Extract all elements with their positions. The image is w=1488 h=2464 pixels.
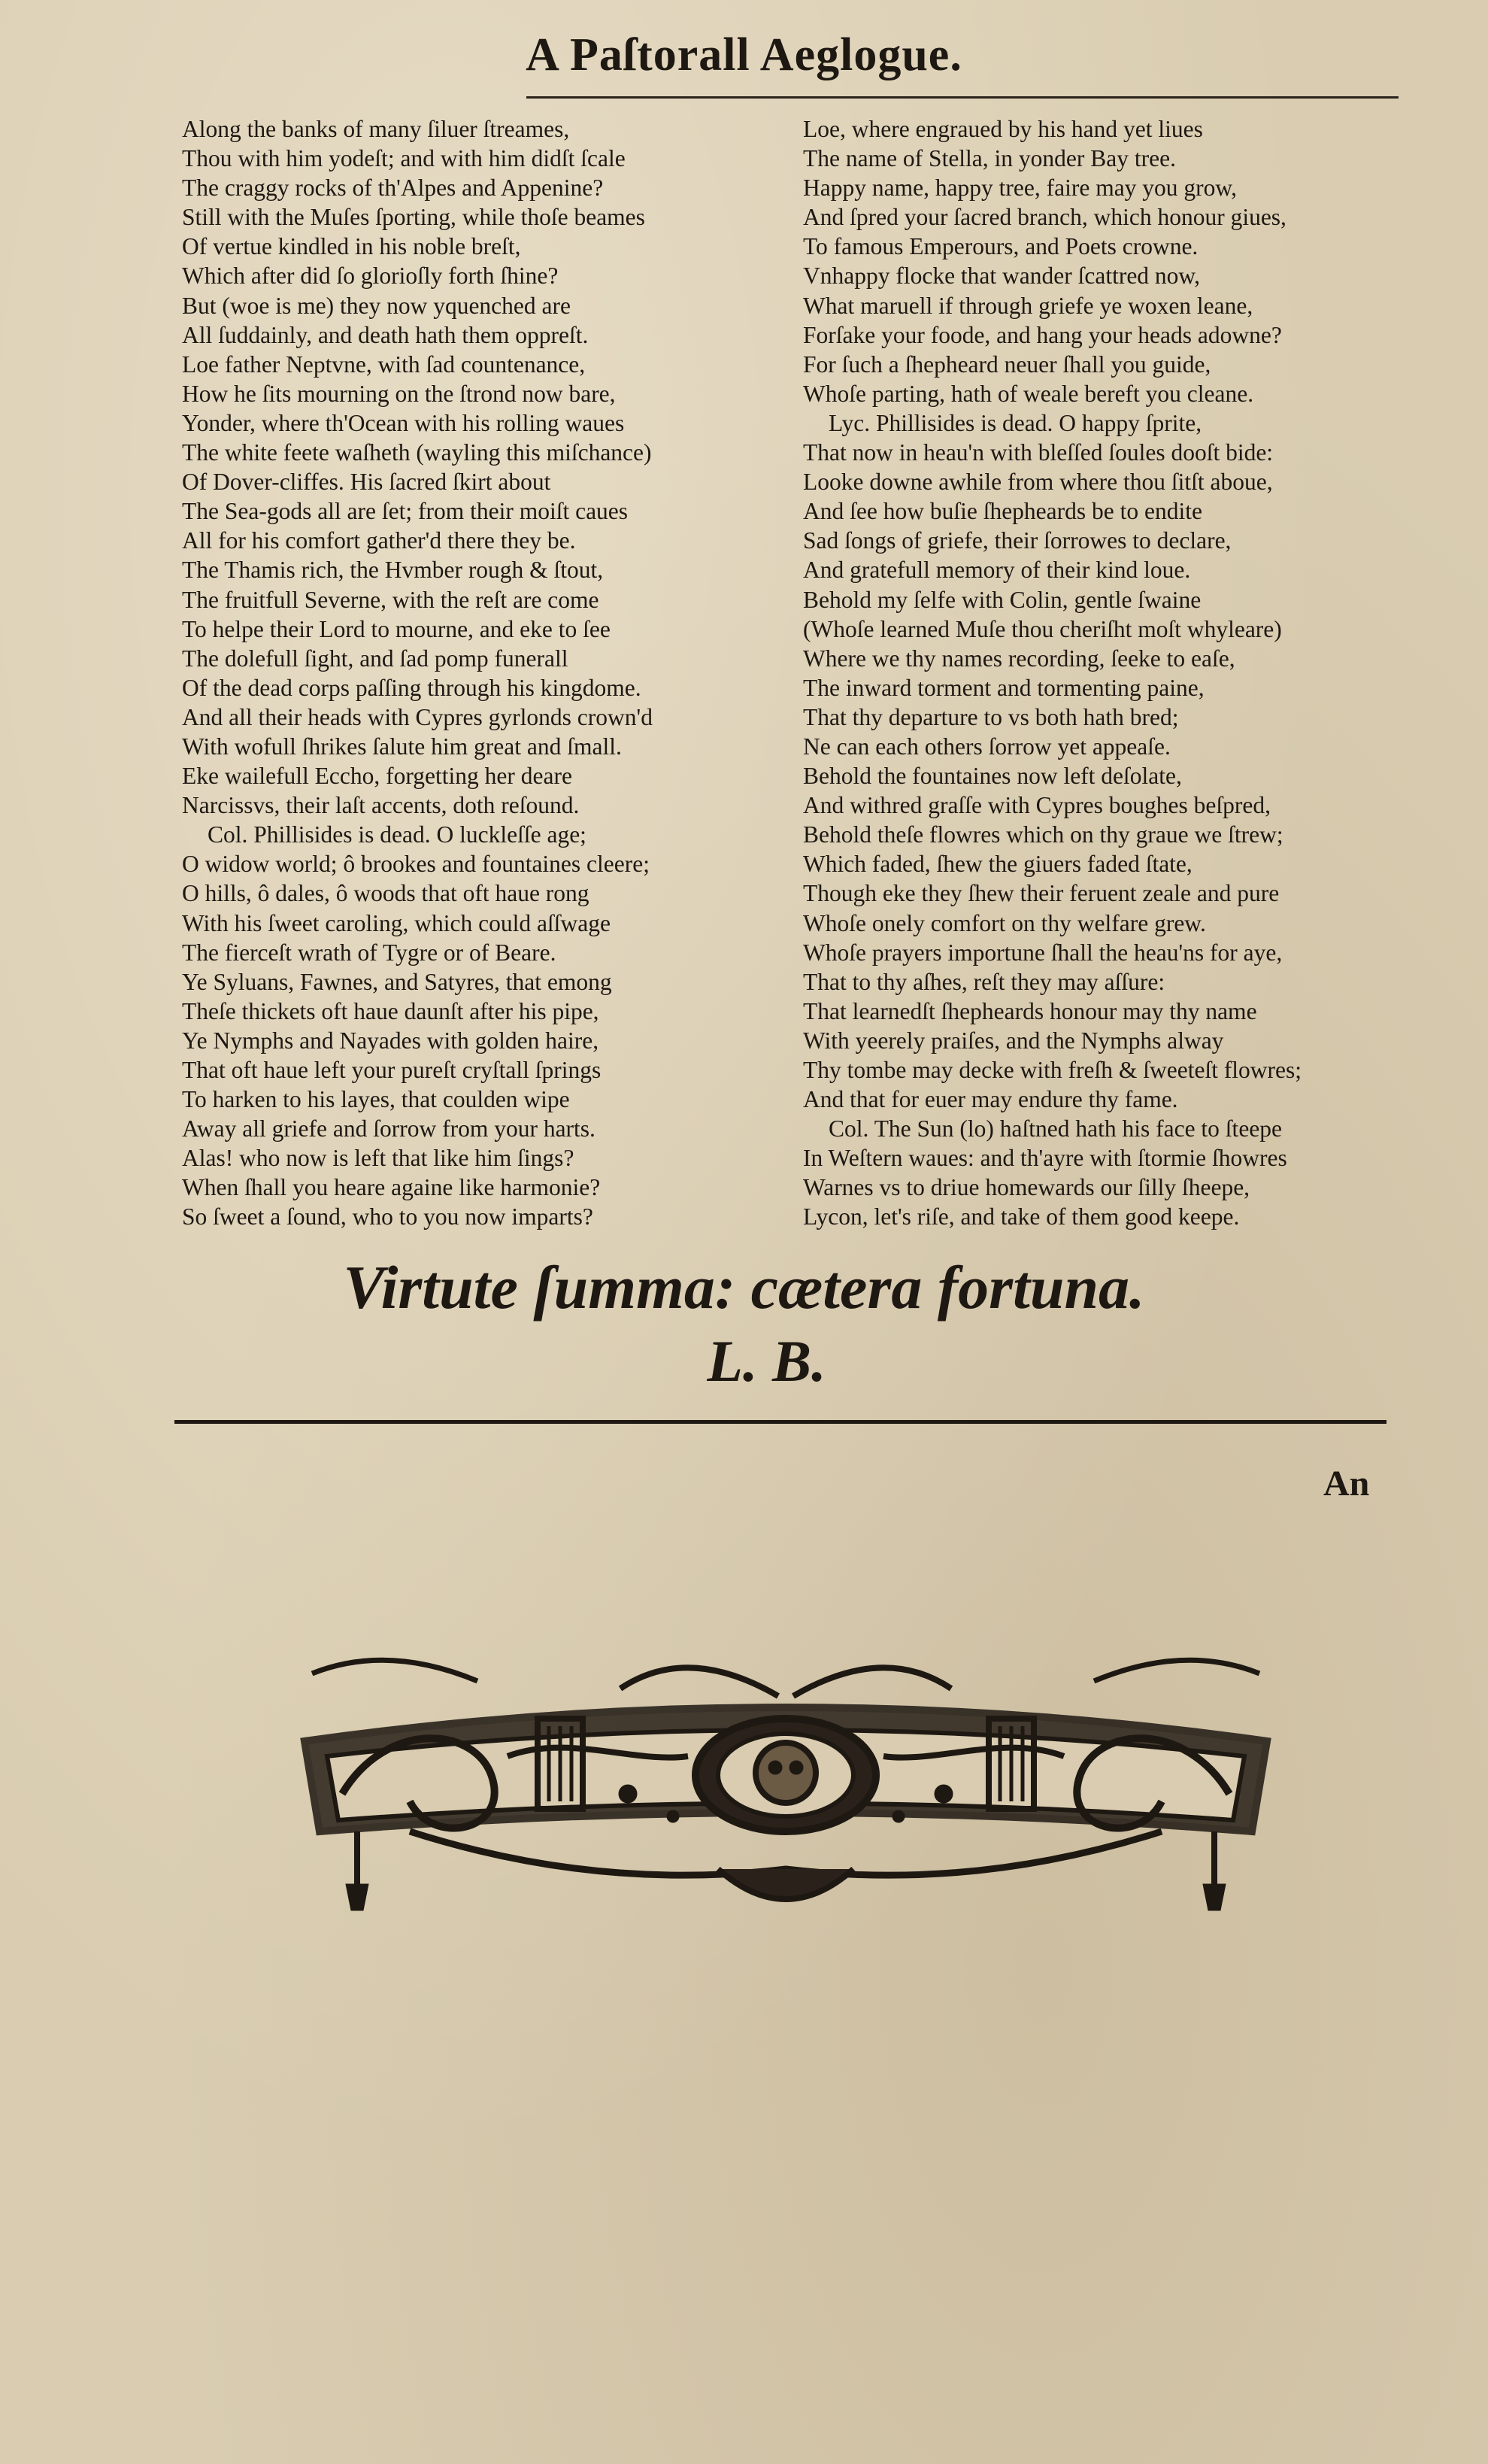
verse-line: Theſe thickets oft haue daunſt after his pipe, <box>182 997 599 1024</box>
verse-line: The fierceſt wrath of Tygre or of Beare. <box>182 939 556 966</box>
verse-line: Loe father Neptvne, with ſad countenance, <box>182 350 586 378</box>
verse-line: Behold my ſelfe with Colin, gentle ſwaine <box>803 586 1202 613</box>
verse-line: Vnhappy flocke that wander ſcattred now, <box>803 262 1201 290</box>
verse-line: Sad ſongs of griefe, their ſorrowes to declare, <box>803 527 1232 554</box>
verse-line: The craggy rocks of th'Alpes and Appenine? <box>182 174 604 202</box>
verse-line: With wofull ſhrikes ſalute him great and ſmall. <box>182 733 622 760</box>
verse-line: The white feete waſheth (wayling this miſchance) <box>182 439 652 466</box>
verse-line: All for his comfort gather'd there they be. <box>182 527 576 554</box>
verse-line: With his ſweet caroling, which could aſſwage <box>182 909 611 936</box>
verse-line: And ſpred your ſacred branch, which honour giues, <box>803 204 1286 231</box>
verse-line: Behold the fountaines now left deſolate, <box>803 763 1182 790</box>
verse-line: And ſee how buſie ſhepheards be to endite <box>803 498 1202 525</box>
verse-line: (Whoſe learned Muſe thou cheriſht moſt whyleare) <box>803 615 1282 642</box>
verse-line: Whoſe onely comfort on thy welfare grew. <box>803 909 1206 936</box>
verse-line: So ſweet a ſound, who to you now imparts? <box>182 1203 593 1230</box>
verse-line: Lycon, let's riſe, and take of them good keepe. <box>803 1203 1240 1230</box>
verse-line: How he ſits mourning on the ſtrond now bare, <box>182 380 616 407</box>
verse-line: To harken to his layes, that coulden wipe <box>182 1086 570 1113</box>
bottom-rule <box>174 1420 1386 1424</box>
verse-line: Col. The Sun (lo) haſtned hath his face to ſteepe <box>829 1115 1283 1142</box>
verse-line: Ne can each others ſorrow yet appeaſe. <box>803 733 1171 760</box>
verse-line: The name of Stella, in yonder Bay tree. <box>803 145 1176 172</box>
verse-line: Looke downe awhile from where thou ſitſt aboue, <box>803 469 1273 496</box>
verse-line: And withred graſſe with Cypres boughes beſpred, <box>803 792 1271 819</box>
printers-headpiece-ornament-icon <box>297 1643 1274 1929</box>
right-column <box>803 114 1382 1232</box>
verse-line: Still with the Muſes ſporting, while thoſe beames <box>182 204 645 231</box>
verse-line: Ye Syluans, Fawnes, and Satyres, that emong <box>182 968 612 995</box>
verse-line: Eke wailefull Eccho, forgetting her deare <box>182 763 572 790</box>
verse-line: Of the dead corps paſſing through his kingdome. <box>182 674 641 701</box>
verse-line: The Thamis rich, the Hvmber rough & ſtout, <box>182 557 604 584</box>
verse-line: The inward torment and tormenting paine, <box>803 674 1205 701</box>
left-column <box>182 114 829 1232</box>
verse-line: Narcissvs, their laſt accents, doth reſound. <box>182 792 580 819</box>
verse-line: The fruitfull Severne, with the reſt are come <box>182 586 599 613</box>
verse-line: To helpe their Lord to mourne, and eke to ſee <box>182 615 611 642</box>
verse-line: O widow world; ô brookes and fountaines cleere; <box>182 851 650 878</box>
verse-line: O hills, ô dales, ô woods that oft haue rong <box>182 880 589 907</box>
verse-line: Thy tombe may decke with freſh & ſweeteſt flowres; <box>803 1057 1302 1083</box>
verse-line: That to thy aſhes, reſt they may aſſure: <box>803 968 1165 995</box>
verse-line: Of Dover-cliffes. His ſacred ſkirt about <box>182 469 551 496</box>
verse-line: To famous Emperours, and Poets crowne. <box>803 233 1199 260</box>
verse-line: And all their heads with Cypres gyrlonds crown'd <box>182 703 653 730</box>
verse-line: Whoſe parting, hath of weale bereft you cleane. <box>803 380 1254 407</box>
verse-line: When ſhall you heare againe like harmonie? <box>182 1174 601 1201</box>
verse-line: That oft haue left your pureſt cryſtall ſprings <box>182 1057 602 1083</box>
verse-line: Though eke they ſhew their feruent zeale and pure <box>803 880 1280 907</box>
author-initials: L. B. <box>707 1328 826 1394</box>
verse-line: What maruell if through griefe ye woxen leane, <box>803 292 1253 319</box>
catchword: An <box>1323 1464 1370 1504</box>
verse-line: Of vertue kindled in his noble breſt, <box>182 233 521 260</box>
verse-line: All ſuddainly, and death hath them oppreſt. <box>182 321 589 348</box>
verse-line: Forſake your foode, and hang your heads adowne? <box>803 321 1282 348</box>
running-head: A Paſtorall Aeglogue. <box>526 29 962 80</box>
header-rule <box>526 96 1399 99</box>
verse-line: Thou with him yodeſt; and with him didſt ſcale <box>182 145 626 172</box>
verse-line: Along the banks of many ſiluer ſtreames, <box>182 116 570 142</box>
verse-line: That thy departure to vs both hath bred; <box>803 703 1179 730</box>
verse-line: Warnes vs to driue homewards our ſilly ſheepe, <box>803 1174 1250 1201</box>
verse-line: That now in heau'n with bleſſed ſoules dooſt bide: <box>803 439 1274 466</box>
verse-line: Which faded, ſhew the giuers faded ſtate, <box>803 851 1193 878</box>
verse-line: In Weſtern waues: and th'ayre with ſtormie ſhowres <box>803 1145 1287 1172</box>
verse-line: Where we thy names recording, ſeeke to eaſe, <box>803 645 1235 672</box>
verse-line: Lyc. Phillisides is dead. O happy ſprite, <box>829 409 1202 436</box>
verse-line: Behold theſe flowres which on thy graue we ſtrew; <box>803 821 1283 848</box>
verse-line: Alas! who now is left that like him ſings? <box>182 1145 574 1172</box>
motto: Virtute ſumma: cætera fortuna. <box>343 1253 1145 1322</box>
verse-line: Col. Phillisides is dead. O luckleſſe age; <box>208 821 586 848</box>
verse-line: But (woe is me) they now yquenched are <box>182 292 571 319</box>
verse-line: The dolefull ſight, and ſad pomp funerall <box>182 645 568 672</box>
verse-line: And gratefull memory of their kind loue. <box>803 557 1191 584</box>
verse-line: Ye Nymphs and Nayades with golden haire, <box>182 1027 599 1054</box>
verse-line: And that for euer may endure thy fame. <box>803 1086 1178 1113</box>
verse-line: With yeerely praiſes, and the Nymphs alway <box>803 1027 1224 1054</box>
verse-line: Whoſe prayers importune ſhall the heau'ns for aye, <box>803 939 1283 966</box>
verse-line: Happy name, happy tree, faire may you grow, <box>803 174 1237 202</box>
verse-line: Which after did ſo glorioſly forth ſhine? <box>182 262 559 290</box>
verse-line: For ſuch a ſhepheard neuer ſhall you guide, <box>803 350 1211 378</box>
verse-line: Loe, where engraued by his hand yet liues <box>803 116 1203 142</box>
verse-line: Away all griefe and ſorrow from your harts. <box>182 1115 596 1142</box>
verse-line: Yonder, where th'Ocean with his rolling waues <box>182 409 625 436</box>
verse-line: That learnedſt ſhepheards honour may thy name <box>803 997 1257 1024</box>
verse-line: The Sea-gods all are ſet; from their moiſt caues <box>182 498 629 525</box>
